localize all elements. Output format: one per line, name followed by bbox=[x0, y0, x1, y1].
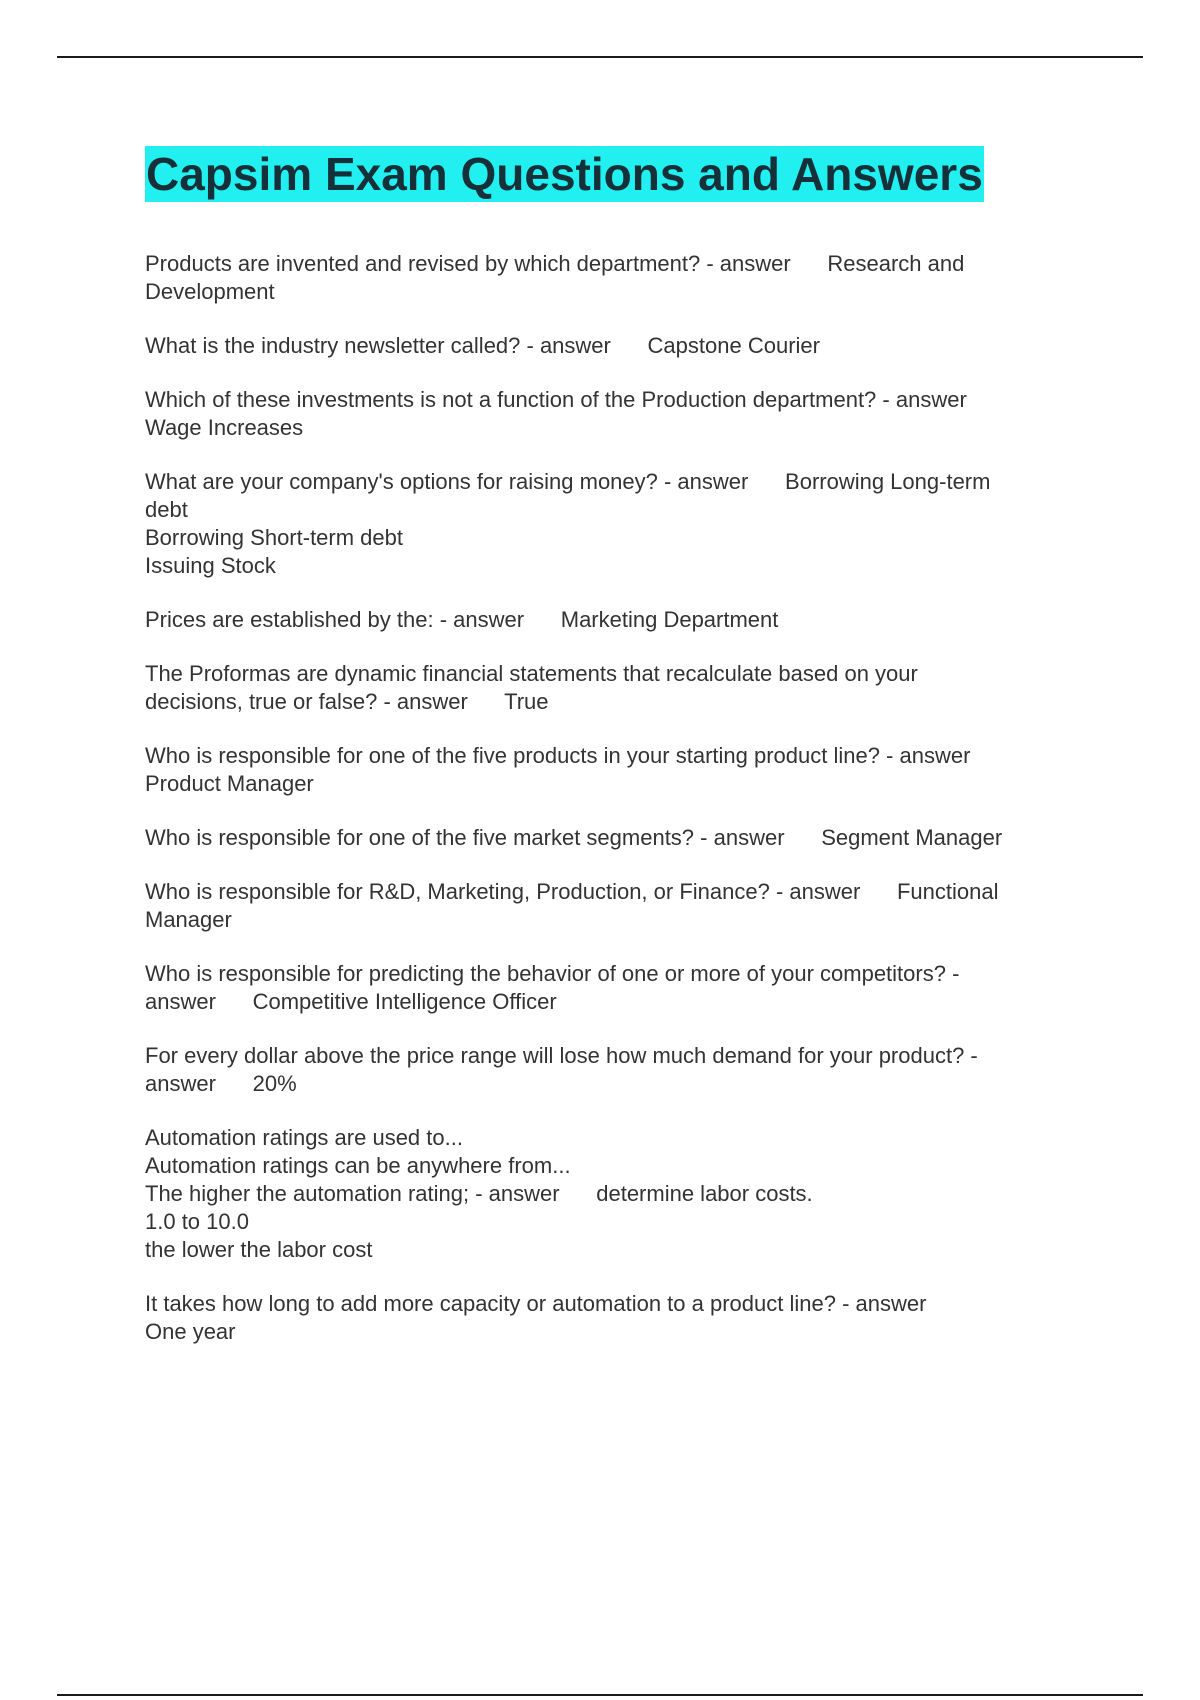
qa-item bbox=[145, 250, 1085, 306]
qa-line: What is the industry newsletter called? - answer Capstone Courier bbox=[145, 333, 820, 358]
qa-item bbox=[145, 1290, 1085, 1346]
qa-line: It takes how long to add more capacity or automation to a product line? - answer bbox=[145, 1291, 927, 1316]
qa-line: answer 20% bbox=[145, 1071, 297, 1096]
qa-item bbox=[145, 742, 1085, 798]
qa-line: Product Manager bbox=[145, 771, 314, 796]
qa-item bbox=[145, 332, 1085, 360]
qa-line: decisions, true or false? - answer True bbox=[145, 689, 549, 714]
qa-line: Prices are established by the: - answer Marketing Department bbox=[145, 607, 779, 632]
qa-line: Who is responsible for predicting the behavior of one or more of your competitors? - bbox=[145, 961, 960, 986]
qa-item bbox=[145, 606, 1085, 634]
qa-line: Which of these investments is not a function of the Production department? - answer bbox=[145, 387, 967, 412]
qa-line: answer Competitive Intelligence Officer bbox=[145, 989, 557, 1014]
qa-line: Automation ratings are used to... bbox=[145, 1125, 463, 1150]
qa-line: Who is responsible for R&D, Marketing, Production, or Finance? - answer Functional bbox=[145, 879, 999, 904]
qa-line: Wage Increases bbox=[145, 415, 304, 440]
page-title: Capsim Exam Questions and Answers bbox=[146, 148, 983, 200]
qa-line: Products are invented and revised by which department? - answer Research and bbox=[145, 251, 965, 276]
document-body bbox=[145, 146, 1085, 1372]
qa-item bbox=[145, 824, 1085, 852]
qa-item bbox=[145, 660, 1085, 716]
qa-line: Borrowing Short-term debt bbox=[145, 525, 403, 550]
top-rule bbox=[57, 56, 1143, 58]
qa-item bbox=[145, 468, 1085, 580]
qa-line: For every dollar above the price range will lose how much demand for your product? - bbox=[145, 1043, 978, 1068]
qa-line: Development bbox=[145, 279, 275, 304]
qa-line: What are your company's options for raising money? - answer Borrowing Long-term bbox=[145, 469, 991, 494]
qa-line: 1.0 to 10.0 bbox=[145, 1209, 249, 1234]
qa-line: Who is responsible for one of the five products in your starting product line? - answer bbox=[145, 743, 971, 768]
qa-line: The higher the automation rating; - answer determine labor costs. bbox=[145, 1181, 813, 1206]
qa-item bbox=[145, 386, 1085, 442]
qa-item bbox=[145, 960, 1085, 1016]
qa-line: The Proformas are dynamic financial statements that recalculate based on your bbox=[145, 661, 918, 686]
qa-line: Who is responsible for one of the five market segments? - answer Segment Manager bbox=[145, 825, 1003, 850]
qa-line: debt bbox=[145, 497, 188, 522]
qa-item bbox=[145, 1042, 1085, 1098]
qa-line: Automation ratings can be anywhere from... bbox=[145, 1153, 571, 1178]
bottom-rule bbox=[57, 1694, 1143, 1696]
qa-line: One year bbox=[145, 1319, 236, 1344]
qa-line: the lower the labor cost bbox=[145, 1237, 373, 1262]
qa-line: Issuing Stock bbox=[145, 553, 276, 578]
qa-item bbox=[145, 1124, 1085, 1264]
title-container bbox=[145, 146, 1085, 202]
qa-line: Manager bbox=[145, 907, 232, 932]
qa-item bbox=[145, 878, 1085, 934]
